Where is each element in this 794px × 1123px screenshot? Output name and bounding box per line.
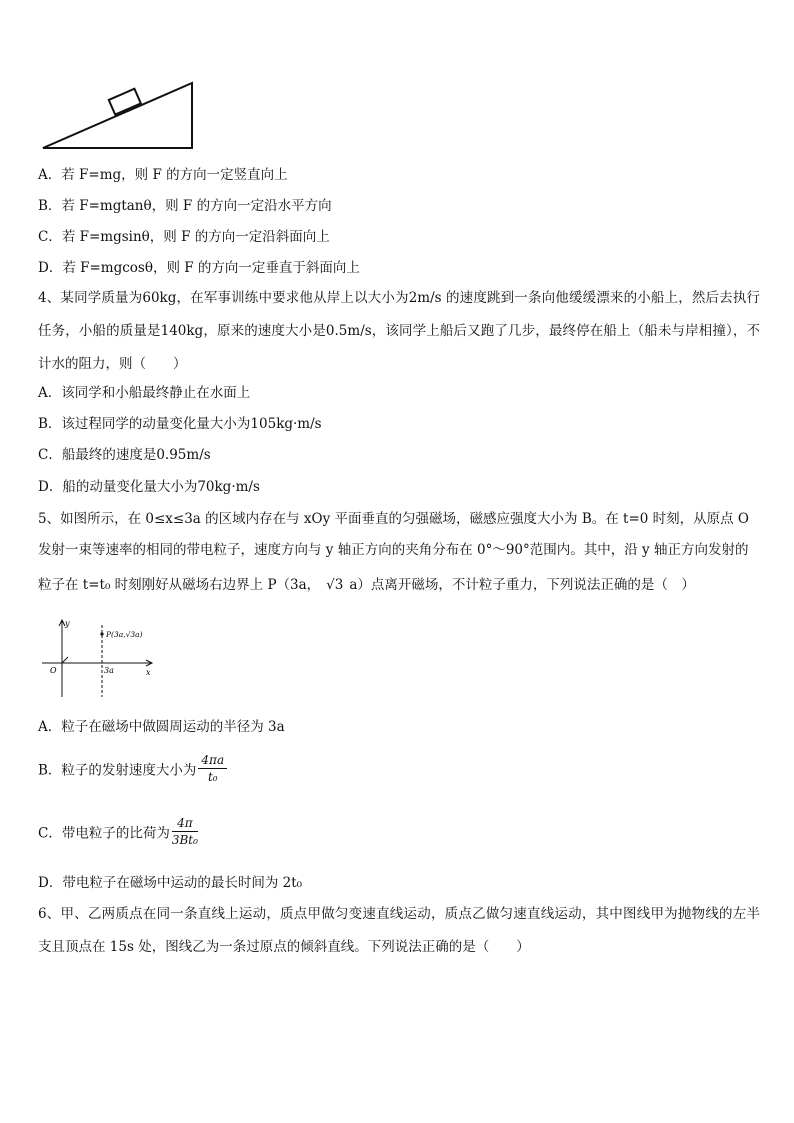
fraction-numerator: 4π [172,815,198,832]
q3-option-a: A．若 F=mg，则 F 的方向一定竖直向上 [38,167,288,183]
q5-coordinate-figure [40,615,160,700]
launch-direction-mark [62,657,68,663]
origin-label: O [50,666,57,675]
fraction-denominator: t₀ [207,770,218,784]
q5-option-b-prefix: B．粒子的发射速度大小为 [38,762,197,779]
point-p-label: P(3a,√3a) [106,630,143,639]
boundary-label: 3a [104,666,114,675]
incline-figure [40,78,200,153]
q4-stem: 4、某同学质量为60kg，在军事训练中要求他从岸上以大小为2m/s 的速度跳到一条向他缓缓漂来的小船上，然后去执行任务，小船的质量是140kg，原来的速度大小是0.5m/s，该同学上船后又跑了几步，最终停在船上（船未与岸相撞），不计水的阻力，则（ ） [38,290,760,372]
incline-triangle [43,83,192,148]
q3-option-c: C．若 F=mgsinθ，则 F 的方向一定沿斜面向上 [38,229,330,245]
q4-option-b: B．该过程同学的动量变化量大小为105kg·m/s [38,416,322,432]
q5-stem-line2: 发射一束等速率的相同的带电粒子，速度方向与 y 轴正方向的夹角分布在 0°～90°范围内。其中，沿 y 轴正方向发射的 [38,542,749,558]
q5-option-b-fraction [198,752,227,785]
q5-stem-line3-part2: a）点离开磁场，不计粒子重力，下列说法正确的是（ ） [349,577,695,593]
q5-option-a: A．粒子在磁场中做圆周运动的半径为 3a [38,719,285,735]
q5-stem-line1: 5、如图所示，在 0≤x≤3a 的区域内存在与 xOy 平面垂直的匀强磁场，磁感应强度大小为 B。在 t=0 时刻，从原点 O [38,511,750,527]
q3-option-d: D．若 F=mgcosθ，则 F 的方向一定垂直于斜面向上 [38,260,360,276]
q5-stem-line3 [38,576,695,594]
y-axis-label: y [65,619,70,628]
q6-stem: 6、甲、乙两质点在同一条直线上运动，质点甲做匀变速直线运动，质点乙做匀速直线运动，其中图线甲为抛物线的左半支且顶点在 15s 处，图线乙为一条过原点的倾斜直线。下列说法正确的是（ ） [38,906,760,955]
block-on-incline [109,89,141,115]
fraction-numerator: 4πa [198,752,227,769]
q5-option-b [38,752,227,785]
q3-option-b: B．若 F=mgtanθ，则 F 的方向一定沿水平方向 [38,198,332,214]
q5-stem-line3-part1: 粒子在 t=t₀ 时刻刚好从磁场右边界上 P（3a， [38,577,321,593]
point-p [100,632,103,635]
q5-option-d: D．带电粒子在磁场中运动的最长时间为 2t₀ [38,875,303,891]
q5-option-c-prefix: C．带电粒子的比荷为 [38,825,170,842]
q4-option-c: C．船最终的速度是0.95m/s [38,447,211,463]
q5-option-c-fraction [172,815,198,848]
fraction-denominator: 3Bt₀ [171,833,198,847]
q4-option-d: D．船的动量变化量大小为70kg·m/s [38,479,260,495]
q5-option-c [38,815,198,848]
sqrt-three: √3 [326,577,344,593]
x-axis-label: x [146,668,151,677]
q4-option-a: A．该同学和小船最终静止在水面上 [38,385,251,401]
